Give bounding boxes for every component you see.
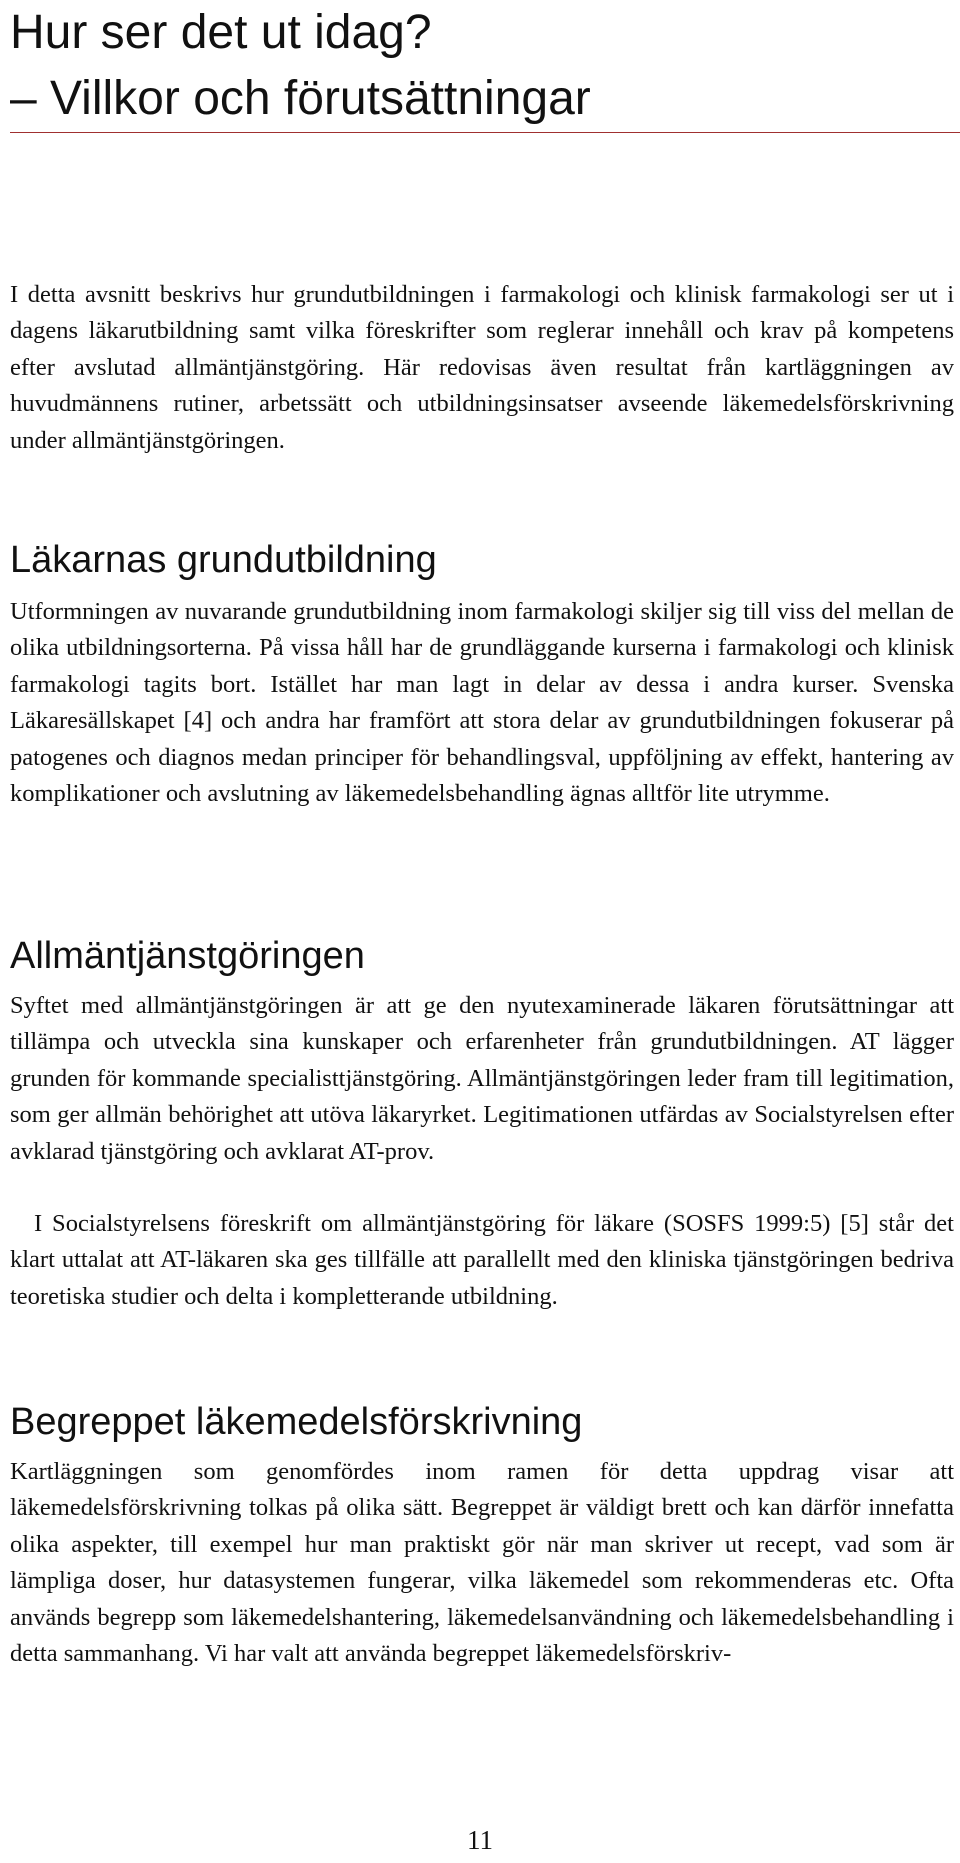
section-paragraph: Syftet med allmäntjänstgöringen är att ge den nyutexaminerade läkaren förutsättningar att tillämpa och utveckla sina kunskaper och erfarenheter från grundutbildningen. AT lägger grunden för kommande specialisttjänstgöring. Allmäntjänstgöringen leder fram till legitimation, som ger allmän behörighet att utöva läkaryrket. Legitimationen utfärdas av Socialstyrelsen efter avklarad tjänstgöring och avklarat AT-prov.: [10, 992, 954, 1165]
page-title-line-2: – Villkor och förutsättningar: [10, 72, 591, 125]
intro-paragraph: I detta avsnitt beskrivs hur grundutbildningen i farmakologi och klinisk farmakologi ser ut i dagens läkarutbildning samt vilka föreskrifter som reglerar innehåll och krav på kompetens efter avslutad allmäntjänstgöring. Här redovisas även resultat från kartläggningen av huvudmännens rutiner, arbetssätt och utbildningsinsatser avseende läkemedelsförskrivning under allmäntjänstgöringen.: [10, 281, 954, 454]
page-number: 11: [467, 1825, 493, 1855]
document-page: [10, 0, 954, 1668]
page-title: [10, 0, 954, 132]
section-heading-lakemedelsforskrivning: Begreppet läkemedelsförskrivning: [10, 1401, 583, 1443]
section-paragraph: Kartläggningen som genomfördes inom ramen för detta uppdrag visar att läkemedelsförskrivning tolkas på olika sätt. Begreppet är väldigt brett och kan därför innefatta olika aspekter, till exempel hur man praktiskt gör när man skriver ut recept, vad som är lämpliga doser, hur datasystemen fungerar, vilka läkemedel som rekommenderas etc. Ofta används begrepp som läkemedelshantering, läkemedelsanvändning och läkemedelsbehandling i detta sammanhang. Vi har valt att använda begreppet läkemedelsförskriv-: [10, 1458, 954, 1668]
section-paragraph: Utformningen av nuvarande grundutbildning inom farmakologi skiljer sig till viss del mellan de olika utbildningsorterna. På vissa håll har de grundläggande kurserna i farmakologi och klinisk farmakologi tagits bort. Istället har man lagt in delar av dessa i andra kurser. Svenska Läkaresällskapet [4] och andra har framfört att stora delar av grundutbildningen fokuserar på patogenes och diagnos medan principer för behandlingsval, uppföljning av effekt, hantering av komplikationer och avslutning av läkemedelsbehandling ägnas alltför lite utrymme.: [10, 598, 954, 808]
section-heading-allmantjanstgoringen: Allmäntjänstgöringen: [10, 935, 365, 977]
section-paragraph: I Socialstyrelsens föreskrift om allmäntjänstgöring för läkare (SOSFS 1999:5) [5] står det klart uttalat att AT-läkaren ska ges tillfälle att parallellt med den kliniska tjänstgöringen bedriva teoretiska studier och delta i kompletterande utbildning.: [10, 1210, 954, 1310]
section-heading-grundutbildning: Läkarnas grundutbildning: [10, 539, 437, 581]
page-title-line-1: Hur ser det ut idag?: [10, 6, 432, 59]
title-divider: [10, 132, 960, 133]
